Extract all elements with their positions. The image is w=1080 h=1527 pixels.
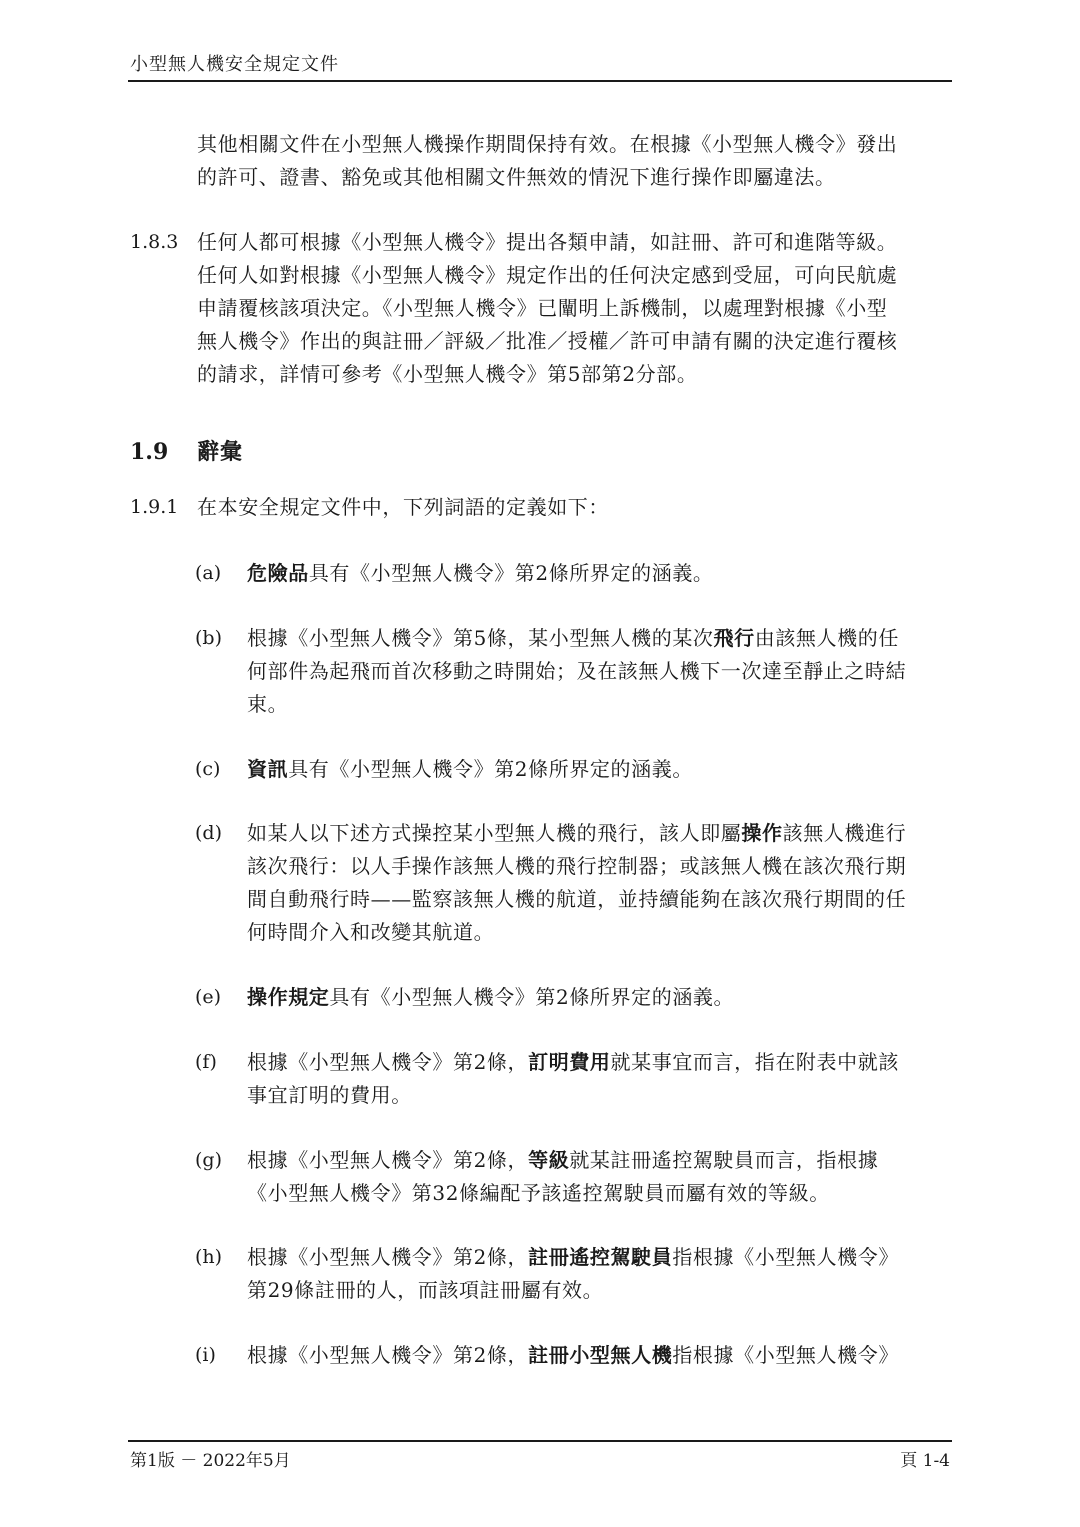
definition-term: 資訊 (247, 757, 289, 781)
definition-b-line-1 (247, 622, 899, 655)
definition-d-line-3: 間自動飛行時——監察該無人機的航道，並持續能夠在該次飛行期間的任 (247, 887, 907, 911)
definition-d-line-4: 何時間介入和改變其航道。 (247, 920, 495, 944)
definition-label-g: (g) (195, 1149, 222, 1171)
definition-h-line-2: 第29條註冊的人，而該項註冊屬有效。 (247, 1278, 604, 1302)
clause-1-8-3-line-1: 任何人都可根據《小型無人機令》提出各類申請，如註冊、許可和進階等級。 (197, 230, 898, 254)
definition-term: 操作 (741, 821, 783, 845)
definition-e (247, 981, 734, 1014)
definition-g-line-1 (247, 1144, 878, 1177)
intro-line-2: 的許可、證書、豁免或其他相關文件無效的情況下進行操作即屬違法。 (197, 165, 836, 189)
definition-term: 操作規定 (247, 985, 330, 1009)
definition-f-line-2: 事宜訂明的費用。 (247, 1083, 412, 1107)
clause-1-8-3-line-4: 無人機令》作出的與註冊／評級／批准／授權／許可申請有關的決定進行覆核 (197, 329, 898, 353)
footer-divider (128, 1440, 952, 1442)
definition-text: 具有《小型無人機令》第2條所界定的涵義。 (329, 985, 735, 1009)
definition-label-a: (a) (195, 562, 222, 584)
definition-g-line-2: 《小型無人機令》第32條編配予該遙控駕駛員而屬有效的等級。 (247, 1181, 830, 1205)
definition-label-i: (i) (195, 1344, 216, 1366)
definition-c (247, 753, 693, 786)
definition-d-line-2: 該次飛行：以人手操作該無人機的飛行控制器；或該無人機在該次飛行期 (247, 854, 907, 878)
definition-b-line-2: 何部件為起飛而首次移動之時開始；及在該無人機下一次達至靜止之時結 (247, 659, 907, 683)
footer-page-number: 頁 1-4 (900, 1451, 950, 1471)
definition-f-line-1 (247, 1046, 899, 1079)
definition-term: 註冊小型無人機 (528, 1343, 673, 1367)
definition-label-b: (b) (195, 627, 222, 649)
definition-label-d: (d) (195, 822, 222, 844)
definition-term: 訂明費用 (528, 1050, 611, 1074)
definition-text: 指根據《小型無人機令》 (672, 1245, 899, 1269)
clause-1-9-1-text: 在本安全規定文件中，下列詞語的定義如下： (197, 495, 609, 519)
definition-term: 等級 (528, 1148, 570, 1172)
intro-line-1: 其他相關文件在小型無人機操作期間保持有效。在根據《小型無人機令》發出 (197, 132, 898, 156)
definition-text: 該無人機進行 (782, 821, 907, 845)
definition-text: 根據《小型無人機令》第5條，某小型無人機的某次 (247, 626, 714, 650)
definition-label-e: (e) (195, 986, 222, 1008)
definition-term: 危險品 (247, 561, 309, 585)
section-title: 辭彙 (197, 439, 244, 465)
definition-text: 就某註冊遙控駕駛員而言，指根據 (569, 1148, 879, 1172)
definition-text: 如某人以下述方式操控某小型無人機的飛行，該人即屬 (247, 821, 742, 845)
definition-label-h: (h) (195, 1246, 223, 1268)
definition-text: 由該無人機的任 (754, 626, 899, 650)
definition-text: 根據《小型無人機令》第2條， (247, 1148, 529, 1172)
definition-term: 飛行 (713, 626, 755, 650)
clause-1-8-3-line-2: 任何人如對根據《小型無人機令》規定作出的任何決定感到受屈，可向民航處 (197, 263, 898, 287)
definition-a (247, 557, 714, 590)
section-number: 1.9 (130, 439, 169, 465)
definition-d-line-1 (247, 817, 906, 850)
definition-text: 指根據《小型無人機令》 (672, 1343, 899, 1367)
definition-term: 註冊遙控駕駛員 (528, 1245, 673, 1269)
clause-number-1-8-3: 1.8.3 (130, 231, 179, 253)
definition-label-f: (f) (195, 1051, 217, 1073)
definition-b-line-3: 束。 (247, 692, 289, 716)
clause-number-1-9-1: 1.9.1 (130, 496, 179, 518)
definition-text: 具有《小型無人機令》第2條所界定的涵義。 (288, 757, 693, 781)
footer-edition: 第1版 － 2022年5月 (130, 1451, 291, 1471)
clause-1-8-3-line-5: 的請求，詳情可參考《小型無人機令》第5部第2分部。 (197, 362, 698, 386)
definition-label-c: (c) (195, 758, 221, 780)
header-divider (128, 80, 952, 82)
clause-1-8-3-line-3: 申請覆核該項決定。《小型無人機令》已闡明上訴機制，以處理對根據《小型 (197, 296, 888, 320)
definition-text: 具有《小型無人機令》第2條所界定的涵義。 (308, 561, 714, 585)
definition-h-line-1 (247, 1241, 899, 1274)
definition-text: 根據《小型無人機令》第2條， (247, 1245, 529, 1269)
document-header-title: 小型無人機安全規定文件 (130, 54, 339, 75)
definition-i-line-1 (247, 1339, 899, 1372)
definition-text: 根據《小型無人機令》第2條， (247, 1343, 529, 1367)
definition-text: 就某事宜而言，指在附表中就該 (610, 1050, 899, 1074)
definition-text: 根據《小型無人機令》第2條， (247, 1050, 529, 1074)
